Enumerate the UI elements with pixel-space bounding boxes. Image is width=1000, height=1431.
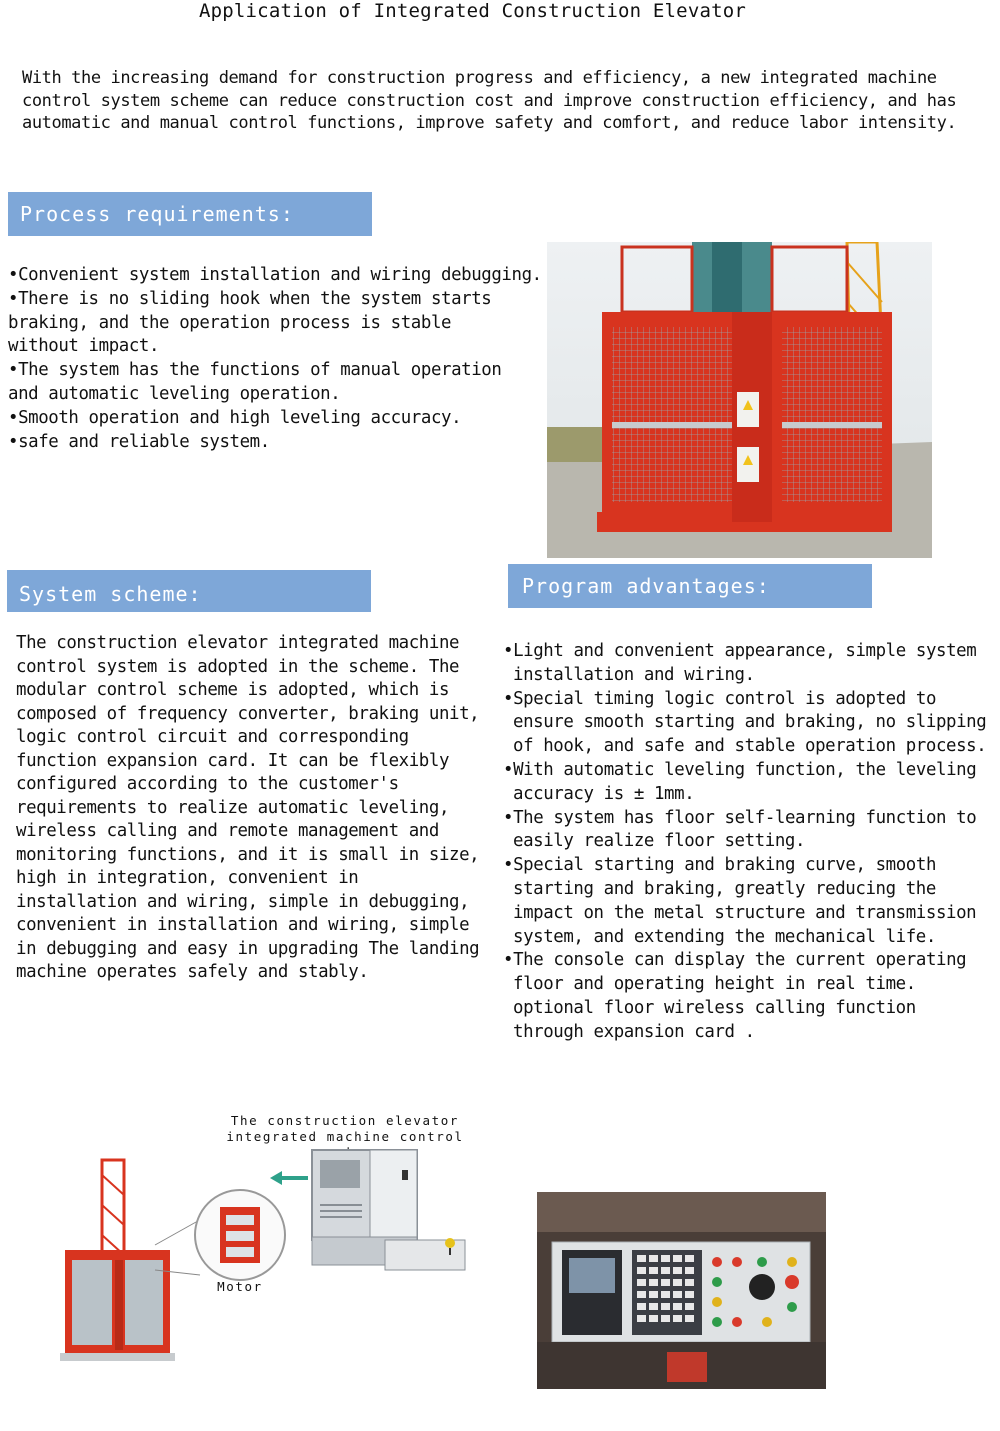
process-requirements-heading: Process requirements: xyxy=(20,202,294,226)
list-item: •Convenient system installation and wiring debugging. xyxy=(8,265,542,285)
process-requirements-banner xyxy=(8,192,372,236)
list-item: •There is no sliding hook when the system starts braking, and the operation process is stable without impact. xyxy=(8,288,492,357)
list-item: •The system has the functions of manual operation and automatic leveling operation. xyxy=(8,360,502,404)
process-requirements-list xyxy=(8,264,548,454)
list-item: •safe and reliable system. xyxy=(8,431,270,452)
list-item: •The console can display the current operating floor and operating height in real time. optional floor wireless calling function through expansion card . xyxy=(503,950,967,1042)
diagram-caption: The construction elevator integrated machine control xyxy=(226,1113,464,1144)
motor-label: Motor xyxy=(217,1279,263,1294)
system-scheme-paragraph: The construction elevator integrated machine control system is adopted in the scheme. The modular control scheme is adopted, which is composed of frequency converter, braking unit, logic control circuit and corresponding function expansion card. It can be flexibly configured according to the customer's requirements to realize automatic leveling, wireless calling and remote management and monitoring functions, and it is small in size, high in integration, convenient in installation and wiring, simple in debugging, convenient in installation and wiring, simple in debugging and easy in upgrading The landing machine operates safely and stably. xyxy=(16,633,480,982)
system-scheme-banner xyxy=(7,570,371,612)
list-item: •Special timing logic control is adopted to ensure smooth starting and braking, no slipping of hook, and safe and stable operation process. xyxy=(503,688,987,757)
list-item: •Light and convenient appearance, simple system installation and wiring. xyxy=(503,641,977,685)
control-system-diagram xyxy=(40,1145,480,1375)
program-advantages-banner xyxy=(508,564,872,608)
list-item: •With automatic leveling function, the leveling accuracy is ± 1mm. xyxy=(503,759,977,804)
intro-paragraph: With the increasing demand for construction progress and efficiency, a new integrated machine control system scheme can reduce construction cost and improve construction efficiency, and has automatic and manual control functions, improve safety and comfort, and reduce labor intensity. xyxy=(22,68,957,134)
program-advantages-list xyxy=(503,640,991,1045)
page-title: Application of Integrated Construction Elevator xyxy=(198,0,747,22)
console-photo-illustration xyxy=(537,1192,826,1389)
elevator-photo-illustration xyxy=(547,242,932,558)
console-photo xyxy=(537,1192,826,1389)
list-item: •The system has floor self-learning function to easily realize floor setting. xyxy=(503,807,977,852)
control-system-illustration xyxy=(40,1145,480,1375)
elevator-photo xyxy=(547,242,932,558)
list-item: •Smooth operation and high leveling accuracy. xyxy=(8,407,462,428)
system-scheme-heading: System scheme: xyxy=(19,582,202,606)
list-item: •Special starting and braking curve, smooth starting and braking, greatly reducing the impact on the metal structure and transmission system, and extending the mechanical life. xyxy=(503,855,977,947)
program-advantages-heading: Program advantages: xyxy=(522,574,770,598)
